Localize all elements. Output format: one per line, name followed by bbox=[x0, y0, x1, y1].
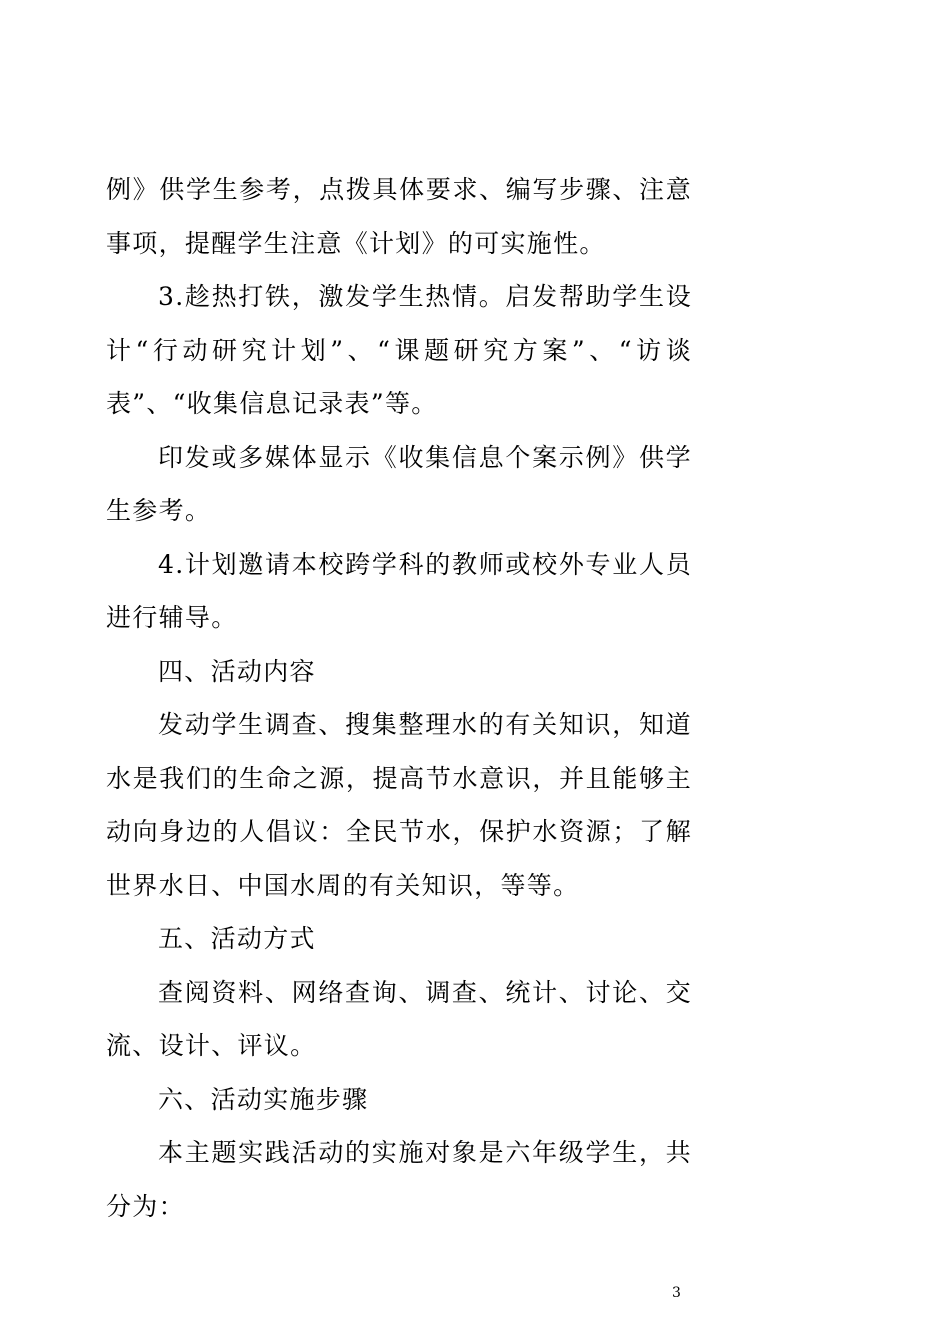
paragraph-handout: 印发或多媒体显示《收集信息个案示例》供学生参考。 bbox=[106, 442, 692, 525]
body-text bbox=[106, 163, 692, 1233]
paragraph-step-3: 3.趁热打铁，激发学生热情。启发帮助学生设计“行动研究计划”、“课题研究方案”、“访谈表”、“收集信息记录表”等。 bbox=[106, 282, 692, 418]
paragraph-activity-content: 发动学生调查、搜集整理水的有关知识，知道水是我们的生命之源，提高节水意识，并且能够主动向身边的人倡议：全民节水，保护水资源；了解世界水日、中国水周的有关知识，等等。 bbox=[106, 710, 692, 900]
paragraph-activity-method: 查阅资料、网络查询、调查、统计、讨论、交流、设计、评议。 bbox=[106, 977, 692, 1060]
paragraph-step-4: 4.计划邀请本校跨学科的教师或校外专业人员进行辅导。 bbox=[106, 549, 692, 632]
section-heading-activity-content: 四、活动内容 bbox=[158, 656, 316, 686]
paragraph-continuation: 例》供学生参考，点拨具体要求、编写步骤、注意事项，提醒学生注意《计划》的可实施性。 bbox=[106, 175, 692, 258]
page-number: 3 bbox=[672, 1285, 681, 1301]
paragraph-implementation: 本主题实践活动的实施对象是六年级学生，共分为： bbox=[106, 1138, 692, 1221]
section-heading-activity-method: 五、活动方式 bbox=[158, 924, 316, 953]
section-heading-implementation-steps: 六、活动实施步骤 bbox=[158, 1084, 369, 1114]
